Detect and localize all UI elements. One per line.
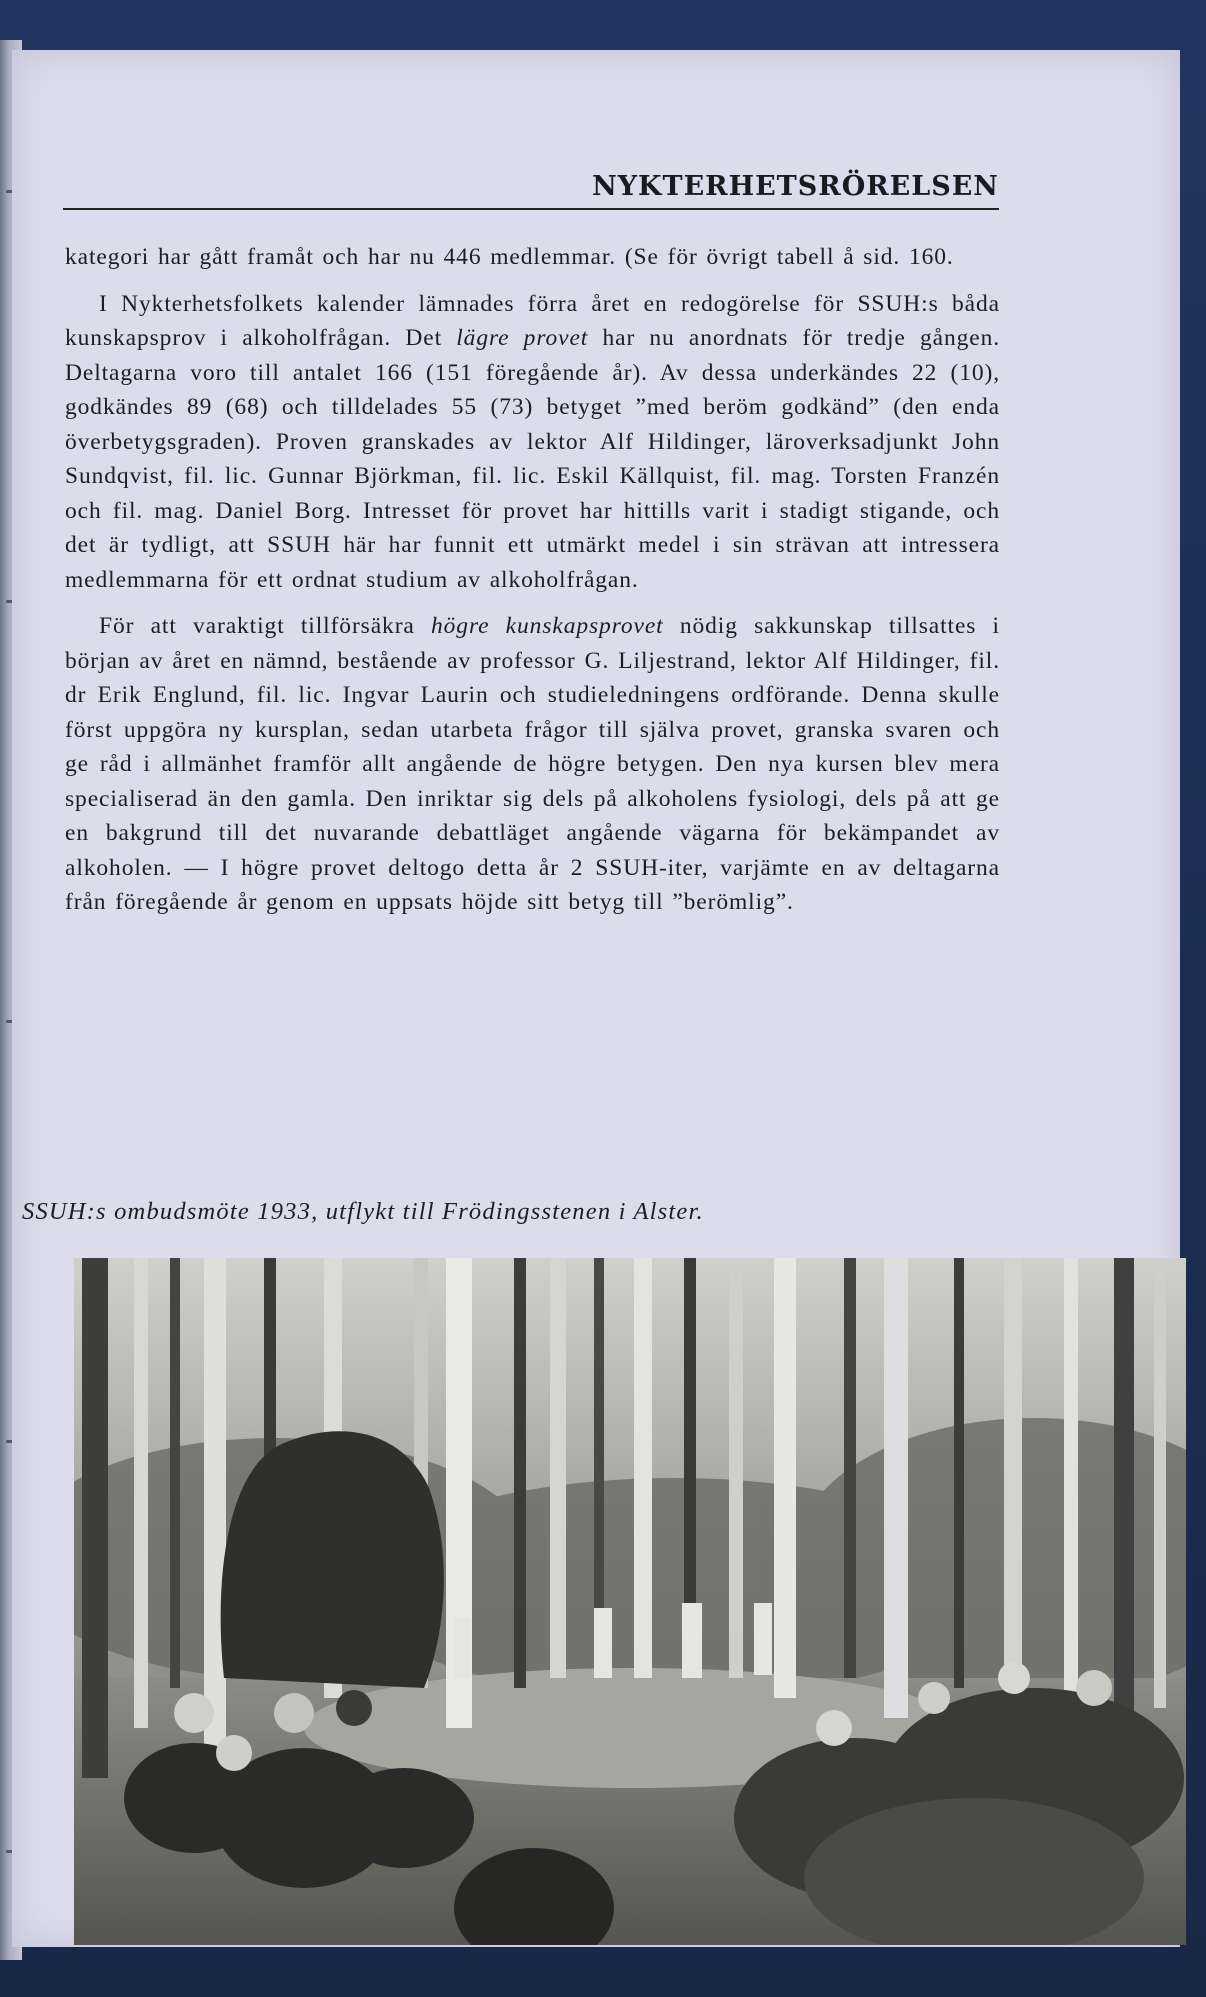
forest-gathering-photo — [74, 1258, 1186, 1945]
paragraph-2-text-end: har nu anordnats för tredje gången. Deltagarna voro till antalet 166 (151 föregående år). Av dessa underkändes 22 (10), godkändes 89 (68) och tilldelades 55 (73) betyget ”med beröm godkänd” (den enda överbetygsgraden). Proven granskades av lektor Alf Hildinger, läroverksadjunkt John Sundqvist, fil. lic. Gunnar Björkman, fil. lic. Eskil Källquist, fil. mag. Torsten Franzén och fil. mag. Daniel Borg. Intresset för provet har hittills varit i stadigt stigande, och det är tydligt, att SSUH här har funnit ett utmärkt medel i sin strävan att intressera medlemmarna för ett ordnat studium av alkoholfrågan. — [65, 325, 1001, 593]
running-head: NYKTERHETSRÖRELSEN — [63, 166, 999, 210]
frodingsstenen-boulder — [221, 1431, 444, 1688]
article-body — [65, 240, 1000, 932]
paragraph-3-text-end: nödig sakkunskap tillsattes i början av året en nämnd, bestående av professor G. Liljestrand, lektor Alf Hildinger, fil. dr Erik Englund, fil. lic. Ingvar Laurin och studieledningens ordförande. Denna skulle först uppgöra ny kursplan, sedan utarbeta frågor till själva provet, granska svaren och ge råd i allmänhet framför allt angående de högre betygen. Den nya kursen blev mera specialiserad än den gamla. Den inriktar sig dels på alkoholens fysiologi, dels på att ge en bakgrund till det nuvarande debattläget angående vägarna för bekämpandet av alkoholen. — I högre provet deltogo detta år 2 SSUH-iter, varjämte en av deltagarna från föregående år genom en uppsats höjde sitt betyg till ”berömlig”. — [65, 613, 1000, 915]
paragraph-2 — [65, 287, 1000, 598]
photo-caption: SSUH:s ombudsmöte 1933, utflykt till Frödingsstenen i Alster. — [22, 1198, 704, 1225]
paragraph-3 — [65, 609, 1000, 920]
paragraph-3-italic-term: högre kunskapsprovet — [431, 613, 664, 639]
paragraph-2-italic-term: lägre provet — [456, 325, 589, 351]
paragraph-2-text-start: I Nykterhetsfolkets kalender lämnades förra året en redogörelse för SSUH:s båda kunskapsprov i alkoholfrågan. Det — [65, 290, 1000, 351]
paragraph-3-text-start: För att varaktigt tillförsäkra — [99, 613, 431, 639]
photo-illustration — [74, 1258, 1186, 1945]
paragraph-1: kategori har gått framåt och har nu 446 medlemmar. (Se för övrigt tabell å sid. 160. — [65, 244, 954, 270]
